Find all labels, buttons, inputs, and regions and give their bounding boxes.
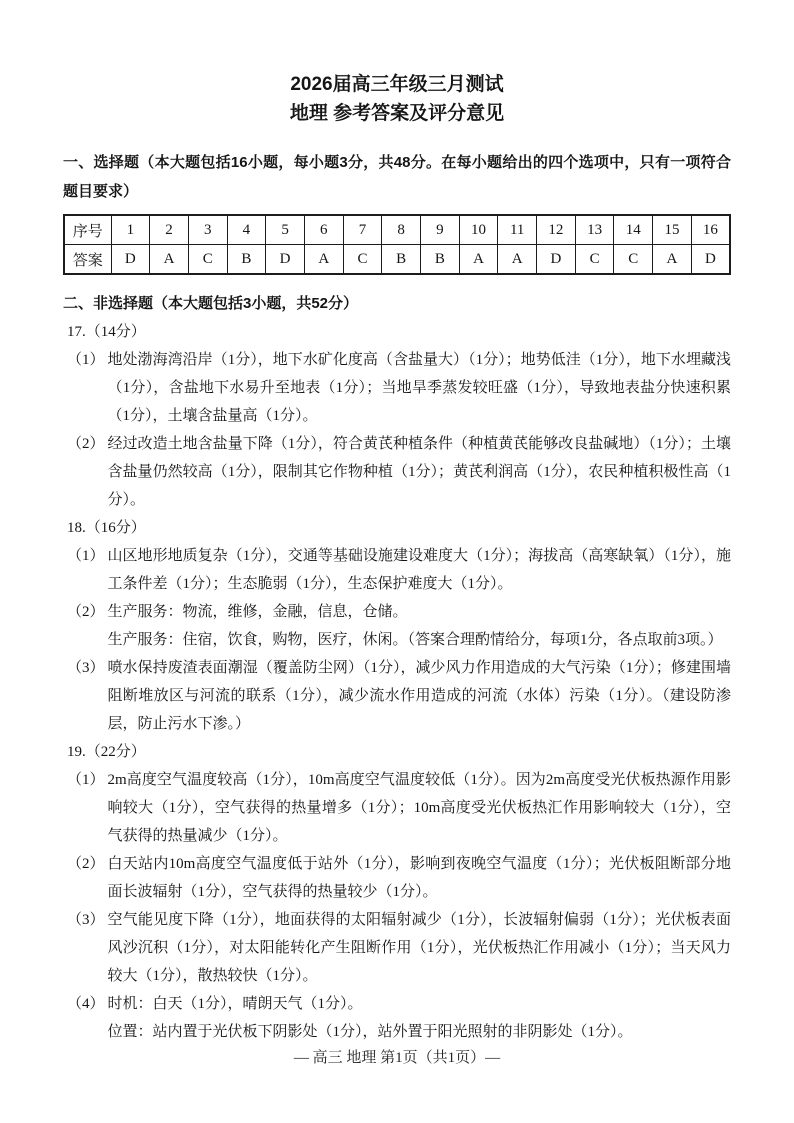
- answer-cell: C: [575, 245, 614, 275]
- item-text: [108, 850, 731, 906]
- answer-cell: D: [537, 245, 576, 275]
- answer-item-17-2: [67, 430, 731, 514]
- item-label: （1）: [67, 772, 105, 788]
- answer-cell: A: [459, 245, 498, 275]
- item-text: [108, 598, 731, 654]
- question-number-cell: 6: [304, 215, 343, 245]
- section-one-heading: 一、选择题（本大题包括16小题，每小题3分，共48分。在每小题给出的四个选项中，只有一项符合题目要求）: [63, 154, 731, 200]
- item-label: （1）: [67, 352, 105, 368]
- answer-item-18-3: [67, 654, 731, 738]
- answer-paragraph: 经过改造土地含盐量下降（1分），符合黄芪种植条件（种植黄芪能够改良盐碱地）（1分）；土壤含盐量仍然较高（1分），限制其它作物种植（1分）；黄芪利润高（1分），农民种植积极性高（1分）。: [107, 436, 731, 508]
- answer-item-19-3: [67, 906, 731, 990]
- number-row-label: 序号: [64, 215, 111, 245]
- item-text: [108, 990, 731, 1046]
- answer-cell: B: [382, 245, 421, 275]
- answer-item-18-2: [67, 598, 731, 654]
- question-18: [63, 514, 731, 738]
- answer-row-label: 答案: [64, 245, 111, 275]
- answer-paragraph: 地处渤海湾沿岸（1分），地下水矿化度高（含盐量大）（1分）；地势低洼（1分），地下水埋藏浅（1分），含盐地下水易升至地表（1分）；当地旱季蒸发较旺盛（1分），导致地表盐分快速积累（1分），土壤含盐量高（1分）。: [107, 352, 731, 424]
- question-number-cell: 16: [691, 215, 730, 245]
- question-number-cell: 8: [382, 215, 421, 245]
- item-label: （2）: [67, 604, 105, 620]
- question-number-cell: 10: [459, 215, 498, 245]
- question-17: [63, 318, 731, 514]
- answer-paragraph: 位置：站内置于光伏板下阴影处（1分），站外置于阳光照射的非阴影处（1分）。: [107, 1024, 633, 1040]
- question-number-cell: 15: [653, 215, 692, 245]
- item-text: [108, 906, 731, 990]
- question-number-cell: 12: [537, 215, 576, 245]
- item-label: （1）: [67, 548, 105, 564]
- answer-paragraph: 时机：白天（1分），晴朗天气（1分）。: [107, 996, 363, 1012]
- doc-subtitle: 地理 参考答案及评分意见: [289, 103, 505, 124]
- document-header: [63, 70, 731, 128]
- answer-cell: D: [111, 245, 150, 275]
- answer-table: [63, 214, 731, 275]
- answer-paragraph: 山区地形地质复杂（1分），交通等基础设施建设难度大（1分）；海拔高（高寒缺氧）（1分），施工条件差（1分）；生态脆弱（1分），生态保护难度大（1分）。: [107, 548, 731, 592]
- question-18-header: 18.（16分）: [67, 520, 146, 536]
- question-number-cell: 2: [150, 215, 189, 245]
- question-number-cell: 5: [266, 215, 305, 245]
- answer-paragraph: 生产服务：住宿，饮食，购物，医疗，休闲。（答案合理酌情给分，每项1分，各点取前3项。）: [107, 632, 723, 648]
- item-label: （3）: [67, 660, 105, 676]
- answer-cell: C: [188, 245, 227, 275]
- question-17-header: 17.（14分）: [67, 324, 146, 340]
- answer-cell: B: [227, 245, 266, 275]
- answer-row: [64, 245, 730, 275]
- item-text: [108, 430, 731, 514]
- answer-cell: A: [150, 245, 189, 275]
- answer-cell: C: [614, 245, 653, 275]
- question-19-header: 19.（22分）: [67, 744, 146, 760]
- question-number-cell: 9: [421, 215, 460, 245]
- answer-cell: C: [343, 245, 382, 275]
- answer-cell: B: [421, 245, 460, 275]
- item-text: [108, 542, 731, 598]
- answer-paragraph: 喷水保持废渣表面潮湿（覆盖防尘网）（1分），减少风力作用造成的大气污染（1分）；修建围墙阻断堆放区与河流的联系（1分），减少流水作用造成的河流（水体）污染（1分）。（建设防渗层，防止污水下渗。）: [107, 660, 731, 732]
- answer-cell: A: [498, 245, 537, 275]
- answer-cell: A: [304, 245, 343, 275]
- item-text: [108, 346, 731, 430]
- question-number-cell: 1: [111, 215, 150, 245]
- section-two-heading: 二、非选择题（本大题包括3小题，共52分）: [63, 295, 359, 312]
- answer-item-19-2: [67, 850, 731, 906]
- question-number-cell: 4: [227, 215, 266, 245]
- question-number-cell: 14: [614, 215, 653, 245]
- item-label: （2）: [67, 436, 105, 452]
- question-number-row: [64, 215, 730, 245]
- answer-item-19-1: [67, 766, 731, 850]
- item-text: [108, 766, 731, 850]
- answer-item-19-4: [67, 990, 731, 1046]
- answer-paragraph: 2m高度空气温度较高（1分），10m高度空气温度较低（1分）。因为2m高度受光伏板热源作用影响较大（1分），空气获得的热量增多（1分）；10m高度受光伏板热汇作用影响较大（1分），空气获得的热量减少（1分）。: [107, 772, 731, 844]
- question-number-cell: 13: [575, 215, 614, 245]
- question-number-cell: 3: [188, 215, 227, 245]
- answer-cell: D: [266, 245, 305, 275]
- item-label: （3）: [67, 912, 105, 928]
- answer-cell: A: [653, 245, 692, 275]
- answer-paragraph: 白天站内10m高度空气温度低于站外（1分），影响到夜晚空气温度（1分）；光伏板阻断部分地面长波辐射（1分），空气获得的热量较少（1分）。: [107, 856, 731, 900]
- item-text: [108, 654, 731, 738]
- answer-item-18-1: [67, 542, 731, 598]
- answer-item-17-1: [67, 346, 731, 430]
- answer-paragraph: 生产服务：物流，维修，金融，信息，仓储。: [107, 604, 408, 620]
- doc-title: 2026届高三年级三月测试: [290, 74, 504, 95]
- question-number-cell: 11: [498, 215, 537, 245]
- question-number-cell: 7: [343, 215, 382, 245]
- answer-paragraph: 空气能见度下降（1分），地面获得的太阳辐射减少（1分），长波辐射偏弱（1分）；光伏板表面风沙沉积（1分），对太阳能转化产生阻断作用（1分），光伏板热汇作用减小（1分）；当天风力较大（1分），散热较快（1分）。: [107, 912, 731, 984]
- question-19: [63, 738, 731, 1046]
- answer-cell: D: [691, 245, 730, 275]
- item-label: （4）: [67, 996, 105, 1012]
- page-footer: — 高三 地理 第1页（共1页）—: [293, 1050, 501, 1066]
- item-label: （2）: [67, 856, 105, 872]
